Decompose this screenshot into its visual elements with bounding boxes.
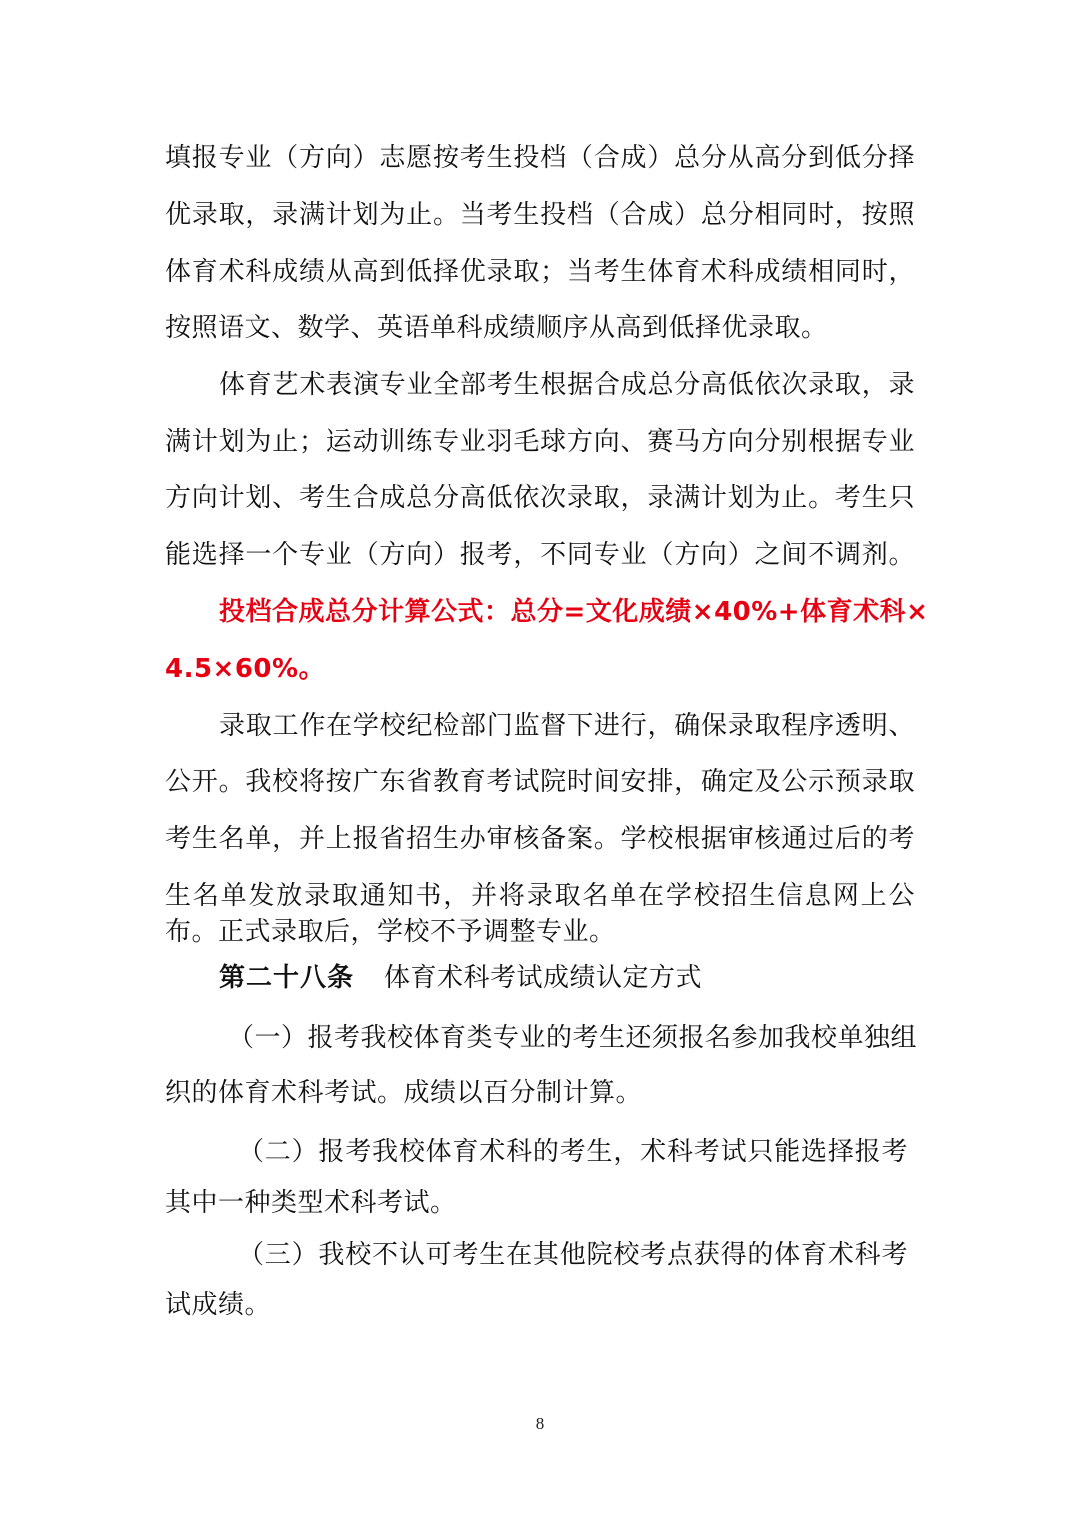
paragraph-line: 满计划为止；运动训练专业羽毛球方向、赛马方向分别根据专业 <box>165 427 915 457</box>
paragraph-line: 录取工作在学校纪检部门监督下进行，确保录取程序透明、 <box>219 711 915 741</box>
paragraph-line: 布。正式录取后，学校不予调整专业。 <box>165 917 616 947</box>
paragraph-line: 按照语文、数学、英语单科成绩顺序从高到低择优录取。 <box>165 313 828 343</box>
paragraph-line: 体育艺术表演专业全部考生根据合成总分高低依次录取，录 <box>219 370 915 400</box>
paragraph-line: 公开。我校将按广东省教育考试院时间安排，确定及公示预录取 <box>165 767 915 797</box>
page-number: 8 <box>535 1414 545 1433</box>
list-item-line: （三）我校不认可考生在其他院校考点获得的体育术科考 <box>238 1240 908 1270</box>
paragraph-line: 能选择一个专业（方向）报考，不同专业（方向）之间不调剂。 <box>165 540 915 570</box>
article-heading <box>219 960 915 996</box>
paragraph-line: 体育术科成绩从高到低择优录取；当考生体育术科成绩相同时， <box>165 257 915 287</box>
article-title: 体育术科考试成绩认定方式 <box>384 963 703 993</box>
list-item-line: （一）报考我校体育类专业的考生还须报名参加我校单独组 <box>228 1023 918 1053</box>
paragraph-line: 生名单发放录取通知书，并将录取名单在学校招生信息网上公 <box>165 881 915 911</box>
list-item-line: 其中一种类型术科考试。 <box>165 1188 457 1218</box>
paragraph-line: 方向计划、考生合成总分高低依次录取，录满计划为止。考生只 <box>165 483 915 513</box>
paragraph-line: 考生名单，并上报省招生办审核备案。学校根据审核通过后的考 <box>165 824 915 854</box>
paragraph-line: 填报专业（方向）志愿按考生投档（合成）总分从高分到低分择 <box>165 143 915 173</box>
formula-line: 投档合成总分计算公式：总分=文化成绩×40%+体育术科× <box>219 597 929 627</box>
list-item-line: （二）报考我校体育术科的考生，术科考试只能选择报考 <box>238 1137 908 1167</box>
paragraph-line: 优录取，录满计划为止。当考生投档（合成）总分相同时，按照 <box>165 200 915 230</box>
list-item-line: 织的体育术科考试。成绩以百分制计算。 <box>165 1078 643 1108</box>
formula-line: 4.5×60%。 <box>165 654 326 684</box>
article-number: 第二十八条 <box>219 963 355 993</box>
list-item-line: 试成绩。 <box>165 1290 272 1320</box>
